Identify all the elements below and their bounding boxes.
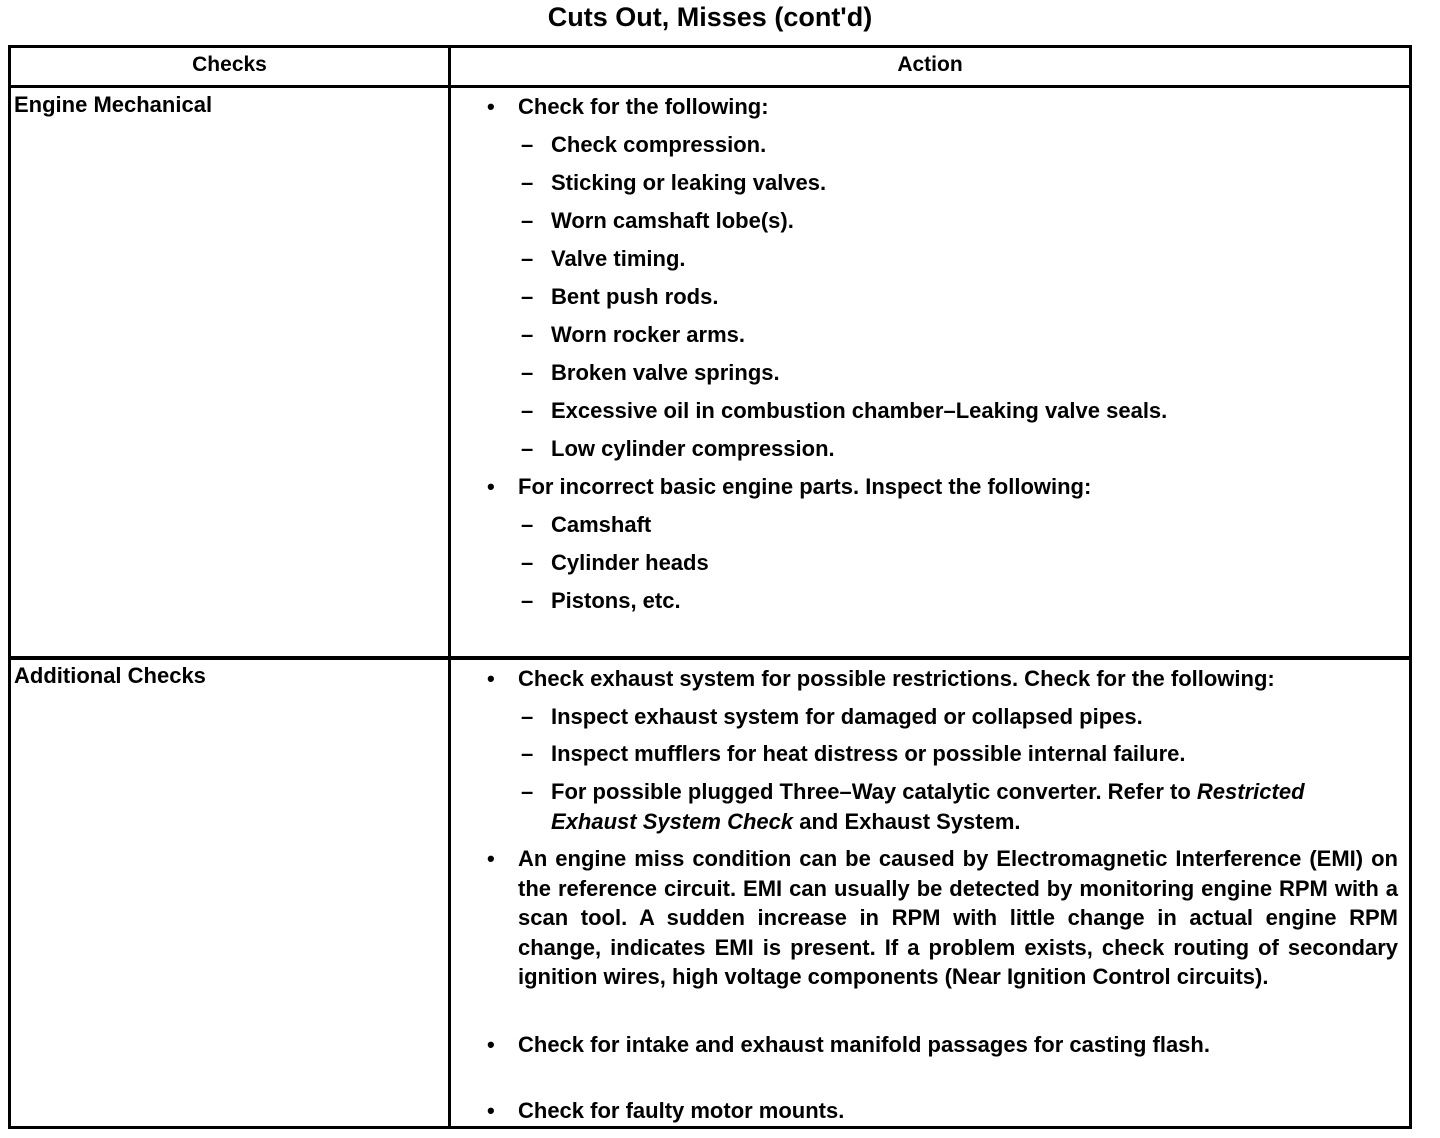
bullet-icon: •: [487, 94, 495, 119]
action-subitem: Bent push rods.: [551, 284, 719, 309]
action-subitem: Broken valve springs.: [551, 360, 780, 385]
action-subitem: Sticking or leaking valves.: [551, 170, 827, 195]
dash-icon: –: [521, 704, 534, 729]
check-engine-mechanical: Engine Mechanical: [14, 92, 213, 117]
column-divider: [448, 48, 451, 1126]
dash-icon: –: [521, 360, 534, 385]
action-item: For incorrect basic engine parts. Inspect the following:: [518, 474, 1092, 499]
header-action: Action: [897, 53, 963, 76]
dash-icon: –: [521, 436, 534, 461]
action-subitem: Camshaft: [551, 512, 652, 537]
dash-icon: –: [521, 170, 534, 195]
action-subitem: Low cylinder compression.: [551, 436, 835, 461]
bullet-icon: •: [487, 846, 495, 871]
dash-icon: –: [521, 284, 534, 309]
converter-suffix: and Exhaust System.: [793, 808, 1021, 834]
action-subitem-converter: [551, 777, 1391, 836]
dash-icon: –: [521, 132, 534, 157]
dash-icon: –: [521, 779, 534, 804]
action-subitem: Excessive oil in combustion chamber–Leaking valve seals.: [551, 398, 1168, 423]
restricted-link-text: Restricted: [1196, 779, 1305, 804]
action-subitem: Inspect mufflers for heat distress or possible internal failure.: [551, 741, 1186, 766]
action-subitem: Inspect exhaust system for damaged or collapsed pipes.: [551, 704, 1143, 729]
diagnostic-table: [8, 45, 1412, 1129]
header-checks: Checks: [192, 53, 267, 76]
dash-icon: –: [521, 208, 534, 233]
dash-icon: –: [521, 322, 534, 347]
action-subitem: Worn camshaft lobe(s).: [551, 208, 794, 233]
converter-text: For possible plugged Three–Way catalytic converter. Refer to: [551, 779, 1197, 804]
dash-icon: –: [521, 550, 534, 575]
action-subitem: Valve timing.: [551, 246, 686, 271]
bullet-icon: •: [487, 474, 495, 499]
action-subitem: Worn rocker arms.: [551, 322, 746, 347]
action-item: Check for faulty motor mounts.: [518, 1098, 845, 1123]
header-divider: [11, 85, 1409, 88]
dash-icon: –: [521, 246, 534, 271]
dash-icon: –: [521, 588, 534, 613]
bullet-icon: •: [487, 1098, 495, 1123]
action-subitem: Cylinder heads: [551, 550, 709, 575]
action-item: Check for intake and exhaust manifold passages for casting flash.: [518, 1032, 1210, 1057]
bullet-icon: •: [487, 1032, 495, 1057]
dash-icon: –: [521, 512, 534, 537]
exhaust-system-check-text: Exhaust System Check: [551, 808, 794, 834]
page-title: Cuts Out, Misses (cont'd): [547, 2, 873, 32]
action-subitem: Check compression.: [551, 132, 767, 157]
action-subitem: Pistons, etc.: [551, 588, 681, 613]
bullet-icon: •: [487, 666, 495, 691]
action-item-emi: An engine miss condition can be caused by Electromagnetic Interference (EMI) on the reference circuit. EMI can usually be detected by monitoring engine RPM with a scan tool. A sudden increase in RPM with little change in actual engine RPM change, indicates EMI is present. If a problem exists, check routing of secondary ignition wires, high voltage components (Near Ignition Control circuits).: [518, 846, 1398, 990]
check-additional-checks: Additional Checks: [14, 663, 206, 688]
row-divider: [11, 656, 1409, 660]
action-item: Check for the following:: [518, 94, 769, 119]
dash-icon: –: [521, 398, 534, 423]
dash-icon: –: [521, 741, 534, 766]
action-item: Check exhaust system for possible restrictions. Check for the following:: [518, 666, 1275, 691]
